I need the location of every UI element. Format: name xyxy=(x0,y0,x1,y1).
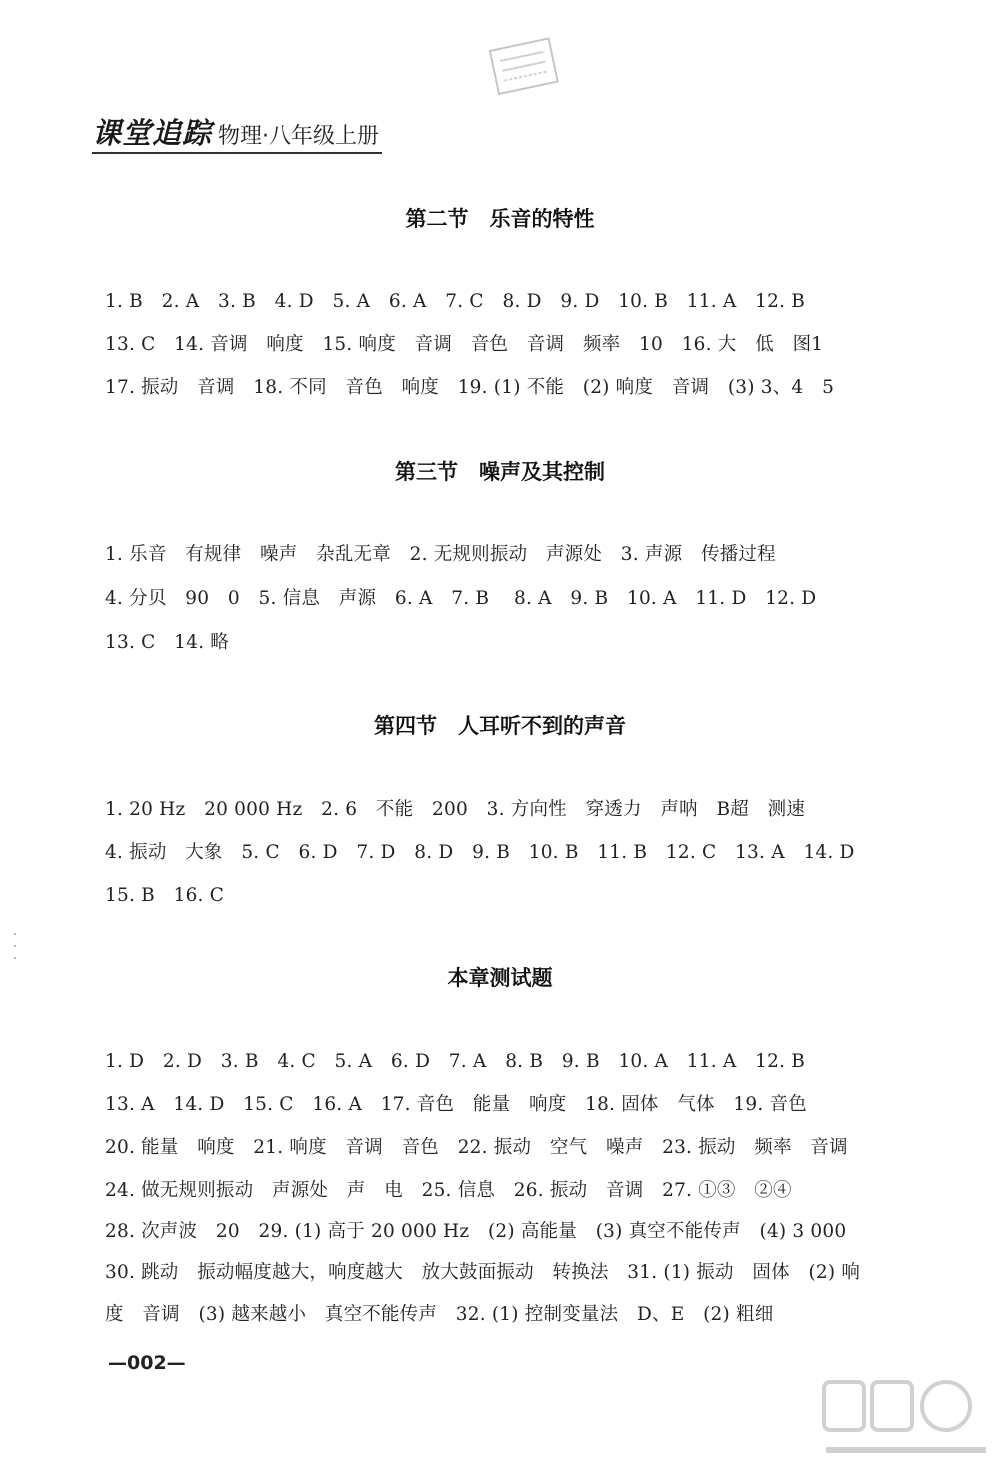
answer-line: 1. 20 Hz 20 000 Hz 2. 6 不能 200 3. 方向性 穿透力 声呐 B超 测速 xyxy=(105,799,806,820)
brand-logo: 课堂追踪 xyxy=(92,116,213,150)
answer-line: 15. B 16. C xyxy=(105,885,225,906)
section-title-2: 第二节 乐音的特性 xyxy=(405,207,595,231)
answer-line: 4. 分贝 90 0 5. 信息 声源 6. A 7. B 8. A 9. B 10. A 11. D 12. D xyxy=(105,588,817,609)
answer-line: 1. 乐音 有规律 噪声 杂乱无章 2. 无规则振动 声源处 3. 声源 传播过程 xyxy=(105,544,776,565)
section-title-test: 本章测试题 xyxy=(447,966,553,990)
page-header xyxy=(92,108,379,152)
answer-line: 1. D 2. D 3. B 4. C 5. A 6. D 7. A 8. B 9. B 10. A 11. A 12. B xyxy=(105,1051,806,1072)
answer-line: 1. B 2. A 3. B 4. D 5. A 6. A 7. C 8. D 9. D 10. B 11. A 12. B xyxy=(105,291,806,312)
scan-artifact-icon xyxy=(12,930,18,970)
section-title-3: 第三节 噪声及其控制 xyxy=(395,460,605,484)
answer-line: 度 音调 (3) 越来越小 真空不能传声 32. (1) 控制变量法 D、E (2) 粗细 xyxy=(105,1304,774,1325)
answer-line: 13. C 14. 略 xyxy=(105,632,229,653)
answer-line: 17. 振动 音调 18. 不同 音色 响度 19. (1) 不能 (2) 响度 音调 (3) 3、4 5 xyxy=(105,377,835,398)
answer-line: 20. 能量 响度 21. 响度 音调 音色 22. 振动 空气 噪声 23. 振动 频率 音调 xyxy=(105,1137,848,1158)
answer-line: 28. 次声波 20 29. (1) 高于 20 000 Hz (2) 高能量 (3) 真空不能传声 (4) 3 000 xyxy=(105,1221,847,1242)
answer-line: 24. 做无规则振动 声源处 声 电 25. 信息 26. 振动 音调 27. ①③ ②④ xyxy=(105,1180,792,1201)
book-subtitle: 物理·八年级上册 xyxy=(218,124,380,149)
header-divider xyxy=(92,152,382,154)
answer-line: 13. C 14. 音调 响度 15. 响度 音调 音色 音调 频率 10 16. 大 低 图1 xyxy=(105,334,824,355)
stamp-icon xyxy=(485,31,566,102)
answer-line: 13. A 14. D 15. C 16. A 17. 音色 能量 响度 18. 固体 气体 19. 音色 xyxy=(105,1094,807,1115)
watermark-logo-icon xyxy=(816,1372,996,1468)
page-number: —002— xyxy=(108,1352,186,1374)
answer-line: 30. 跳动 振动幅度越大，响度越大 放大鼓面振动 转换法 31. (1) 振动 固体 (2) 响 xyxy=(105,1262,861,1283)
section-title-4: 第四节 人耳听不到的声音 xyxy=(374,714,626,738)
answer-line: 4. 振动 大象 5. C 6. D 7. D 8. D 9. B 10. B 11. B 12. C 13. A 14. D xyxy=(105,842,855,863)
